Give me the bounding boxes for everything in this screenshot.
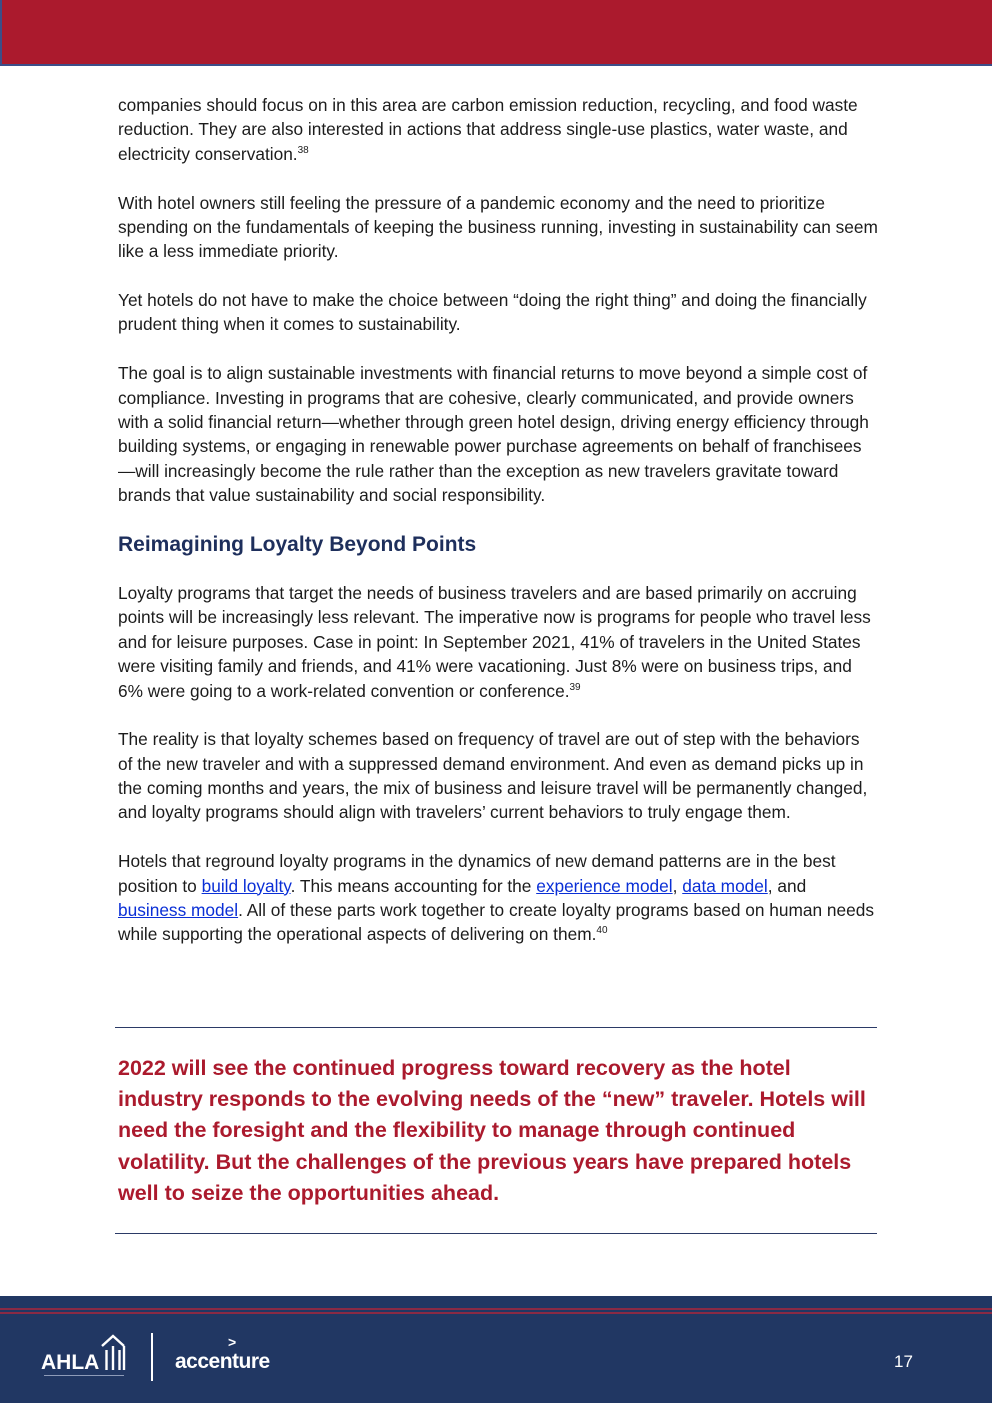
- intro-section: [118, 93, 878, 508]
- accenture-chevron-icon: >: [228, 1334, 237, 1350]
- ahla-logo-mark: [40, 1332, 132, 1382]
- body-paragraph: [118, 93, 878, 166]
- paragraph-text: With hotel owners still feeling the pressure of a pandemic economy and the need to prioritize spending on the fundamentals of keeping the business running, investing in sustainability can seem like a less immediate priority.: [118, 192, 878, 262]
- callout-bottom-divider: [115, 1233, 877, 1234]
- page-number: 17: [894, 1352, 913, 1371]
- section-paragraphs: [118, 581, 878, 947]
- paragraph-text: . This means accounting for the: [290, 875, 537, 896]
- inline-link[interactable]: experience model: [536, 875, 673, 896]
- top-header-band: [0, 0, 992, 66]
- body-paragraph: [118, 361, 878, 507]
- paragraph-text: Loyalty programs that target the needs of business travelers and are based primarily on accruing points will be increasingly less relevant. The imperative now is programs for people who travel less and for leisure purposes. Case in point: In September 2021, 41% of travelers in the United States were visiting family and friends, and 41% were vacationing. Just 8% were on business trips, and 6% were going to a work-related convention or conference.: [118, 582, 871, 701]
- ahla-logo: [40, 1332, 132, 1382]
- body-paragraph: [118, 191, 878, 264]
- footer-stripe: [0, 1308, 992, 1314]
- loyalty-section: [118, 532, 878, 947]
- logo-divider: [151, 1333, 153, 1381]
- paragraph-text: Hotels that reground loyalty programs in the dynamics of new demand patterns are in the best position to: [118, 851, 836, 896]
- footnote-reference: 38: [297, 144, 309, 156]
- paragraph-text: . All of these parts work together to create loyalty programs based on human needs while supporting the operational aspects of delivering on them.: [118, 899, 874, 945]
- body-paragraph: [118, 581, 878, 703]
- body-paragraph: [118, 727, 878, 825]
- body-paragraph: [118, 849, 878, 947]
- paragraph-text: The reality is that loyalty schemes based on frequency of travel are out of step with the behaviors of the new traveler and with a suppressed demand environment. And even as demand picks up in the coming months and years, the mix of business and leisure travel will be permanently changed, and loyalty programs should align with travelers’ current behaviors to truly engage them.: [118, 729, 868, 823]
- paragraph-text: ,: [672, 875, 683, 896]
- paragraph-text: , and: [767, 875, 807, 896]
- ahla-logo-text: AHLA: [41, 1351, 100, 1374]
- intro-paragraphs: [118, 93, 878, 508]
- paragraph-text: Yet hotels do not have to make the choice between “doing the right thing” and doing the financially prudent thing when it comes to sustainability.: [118, 290, 867, 335]
- inline-link[interactable]: data model: [682, 875, 768, 896]
- paragraph-text: The goal is to align sustainable investments with financial returns to move beyond a simple cost of compliance. Investing in programs that are cohesive, clearly communicated, and provide owners with a solid financial return—whether through green hotel design, driving energy efficiency through building systems, or engaging in renewable power purchase agreements on behalf of franchisees—will increasingly become the rule rather than the exception as new travelers gravitate toward brands that value sustainability and social responsibility.: [118, 363, 869, 506]
- body-paragraph: [118, 288, 878, 337]
- section-heading: Reimagining Loyalty Beyond Points: [118, 532, 477, 556]
- pull-quote-callout: 2022 will see the continued progress toward recovery as the hotel industry responds to the evolving needs of the “new” traveler. Hotels will need the foresight and the flexibility to manage through continued volatility. But the challenges of the previous years have prepared hotels well to seize the opportunities ahead.: [118, 1056, 866, 1205]
- inline-link[interactable]: business model: [118, 899, 239, 920]
- callout-top-divider: [115, 1027, 877, 1028]
- paragraph-text: companies should focus on in this area are carbon emission reduction, recycling, and food waste reduction. They are also interested in actions that address single-use plastics, water waste, and electricity conservation.: [118, 95, 858, 164]
- footnote-reference: 40: [596, 925, 608, 937]
- page-content: [118, 93, 878, 971]
- inline-link[interactable]: build loyalty: [201, 875, 291, 896]
- page-footer: [0, 1296, 992, 1403]
- accenture-logo: accenture: [175, 1350, 270, 1373]
- footnote-reference: 39: [569, 681, 581, 693]
